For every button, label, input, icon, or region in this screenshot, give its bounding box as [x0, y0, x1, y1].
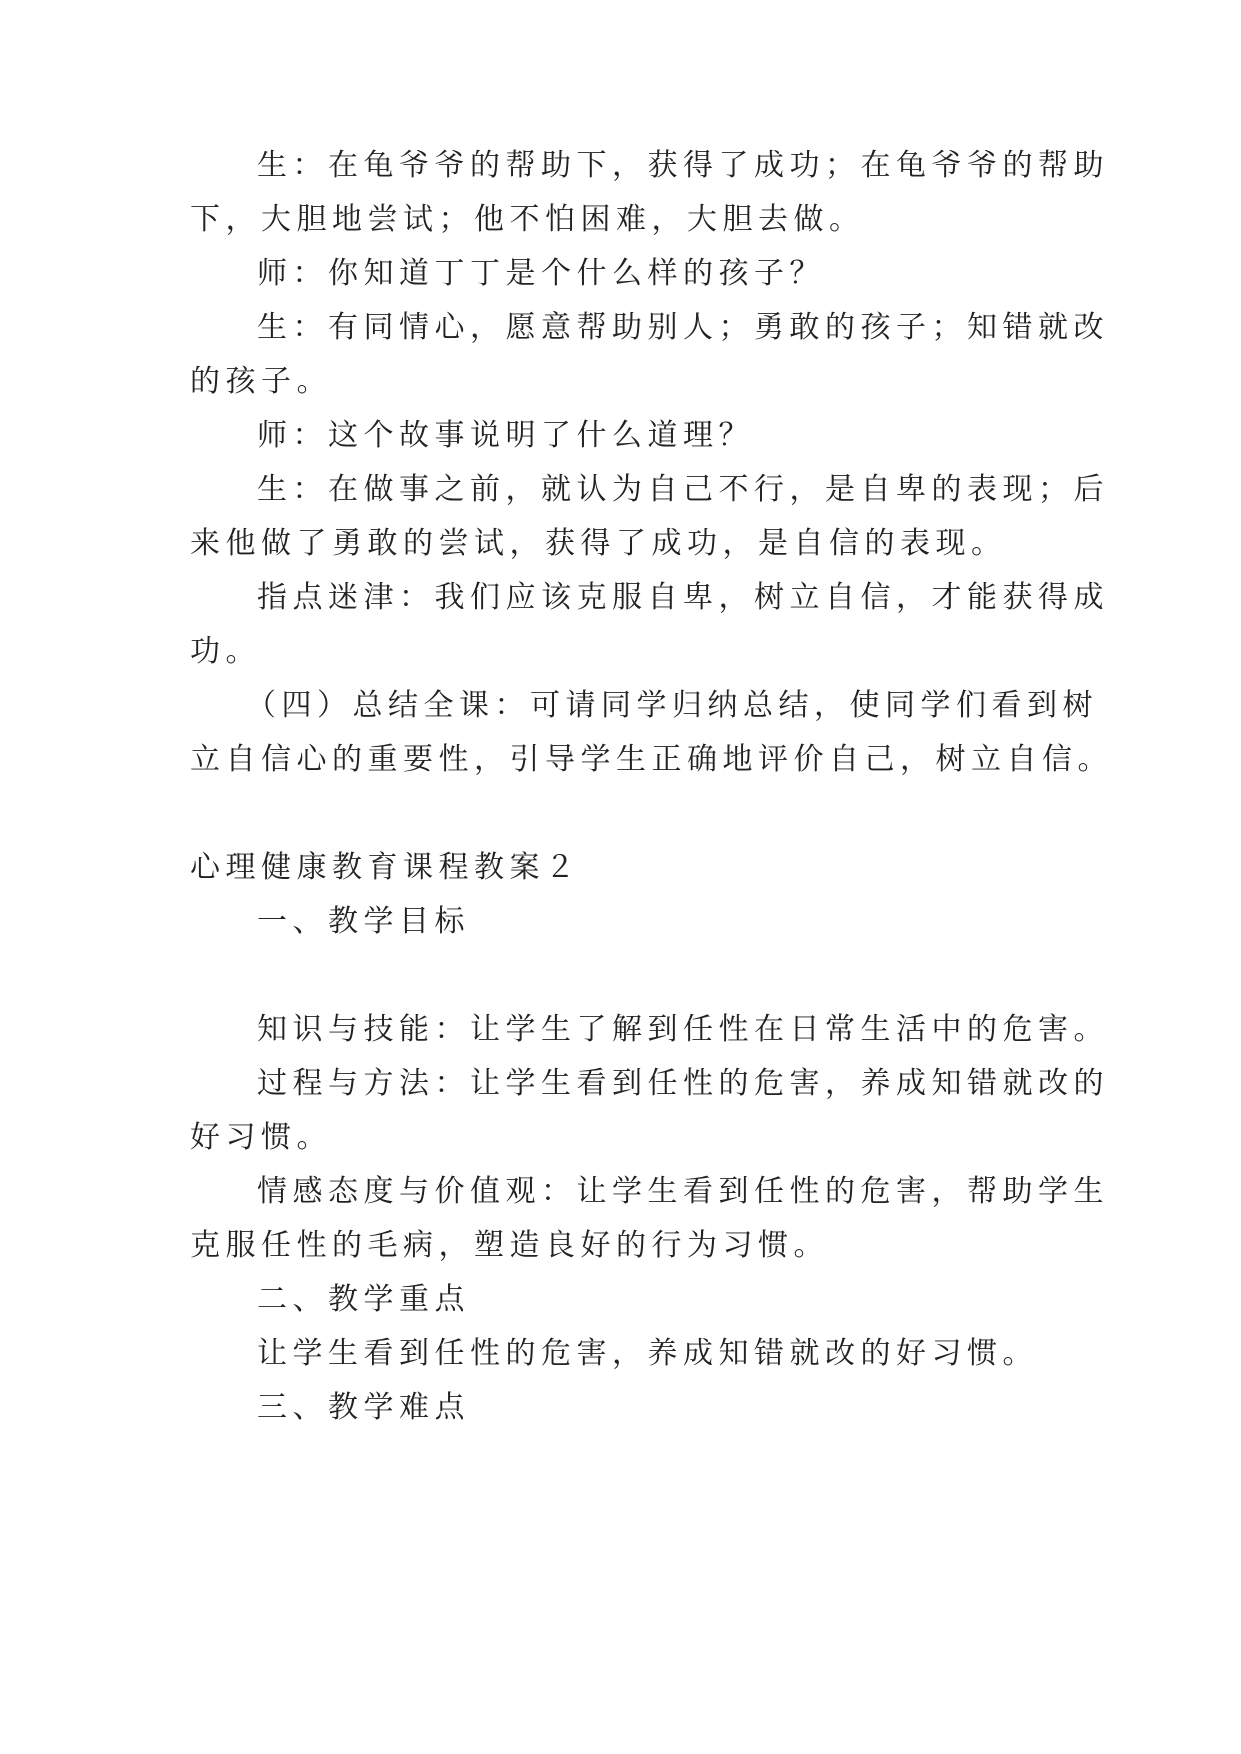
- goal-emotion-b: 克服任性的毛病，塑造良好的行为习惯。: [190, 1228, 829, 1263]
- dialogue-line-student-3b: 来他做了勇敢的尝试，获得了成功，是自信的表现。: [190, 526, 1007, 561]
- goal-process-a: 过程与方法：让学生看到任性的危害，养成知错就改的: [257, 1066, 1109, 1101]
- summary-line-a: （四）总结全课：可请同学归纳总结，使同学们看到树: [246, 688, 1098, 723]
- dialogue-line-teacher-1: 师：你知道丁丁是个什么样的孩子？: [257, 256, 825, 291]
- heading-key-points: 二、教学重点: [257, 1282, 470, 1317]
- section-title: 心理健康教育课程教案２: [190, 850, 581, 885]
- goal-emotion-a: 情感态度与价值观：让学生看到任性的危害，帮助学生: [257, 1174, 1109, 1209]
- dialogue-line-student-2a: 生：有同情心，愿意帮助别人；勇敢的孩子；知错就改: [257, 310, 1109, 345]
- goal-process-b: 好习惯。: [190, 1120, 332, 1155]
- dialogue-line-student-3a: 生：在做事之前，就认为自己不行，是自卑的表现；后: [257, 472, 1109, 507]
- summary-line-b: 立自信心的重要性，引导学生正确地评价自己，树立自信。: [190, 742, 1113, 777]
- dialogue-line-student-1b: 下，大胆地尝试；他不怕困难，大胆去做。: [190, 202, 865, 237]
- goal-knowledge: 知识与技能：让学生了解到任性在日常生活中的危害。: [257, 1012, 1109, 1047]
- dialogue-line-teacher-2: 师：这个故事说明了什么道理？: [257, 418, 754, 453]
- dialogue-line-student-2b: 的孩子。: [190, 364, 332, 399]
- heading-teaching-goals: 一、教学目标: [257, 904, 470, 939]
- key-points-text: 让学生看到任性的危害，养成知错就改的好习惯。: [257, 1336, 1038, 1371]
- guidance-line-a: 指点迷津：我们应该克服自卑，树立自信，才能获得成: [257, 580, 1109, 615]
- guidance-line-b: 功。: [190, 634, 261, 669]
- heading-difficulties: 三、教学难点: [257, 1390, 470, 1425]
- dialogue-line-student-1a: 生：在龟爷爷的帮助下，获得了成功；在龟爷爷的帮助: [257, 148, 1109, 183]
